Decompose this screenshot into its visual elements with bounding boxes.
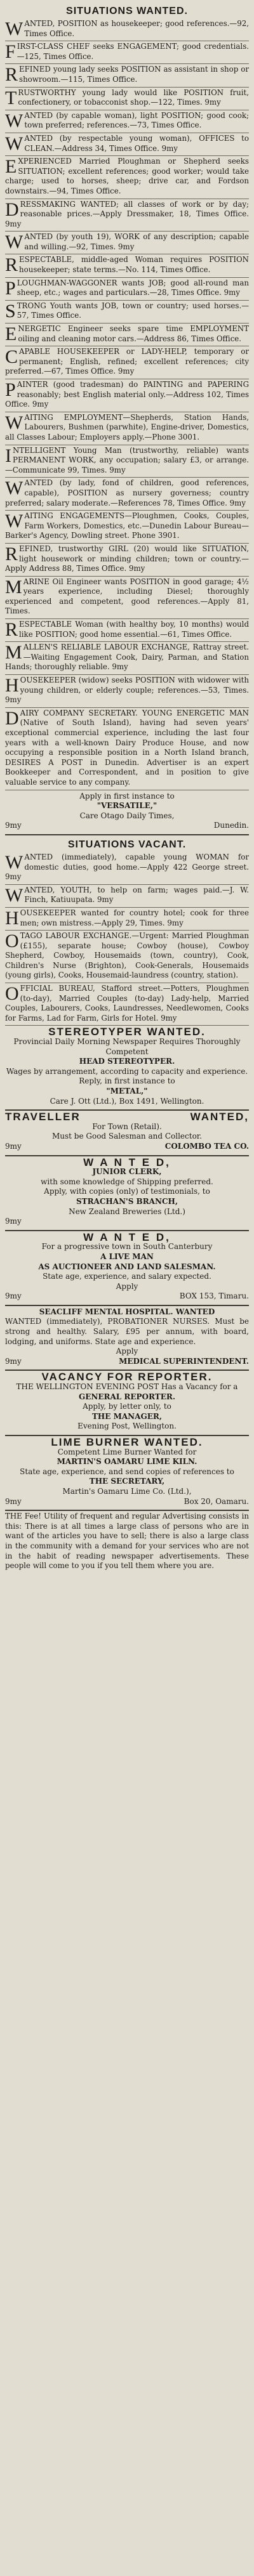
classified-ad [5, 133, 249, 156]
classified-ad [5, 324, 249, 346]
ad-text: IRST-CLASS CHEF seeks ENGAGEMENT; good credentials.—125, Times Office. [17, 42, 249, 61]
ad-date: 9my [5, 821, 22, 830]
ad-reporter [5, 1371, 249, 1436]
ad-text: ANTED (by lady, fond of children, good references, capable), POSITION as nursery governess; country preferred; salary moderate.—References 78, Times Office. 9my [5, 478, 249, 507]
classified-ad [5, 478, 249, 511]
ad-text: RESSMAKING WANTED; all classes of work or by day; reasonable prices.—Apply Dressmaker, 18, Times Office. 9my [5, 199, 249, 228]
ad-line: STRACHAN'S BRANCH, [76, 1196, 178, 1206]
ad-line: Reply, in first instance to [79, 1076, 175, 1086]
drop-cap: W [5, 18, 23, 39]
ad-text: LOUGHMAN-WAGGONER wants JOB; good all-round man sheep, etc.; wages and particulars.—28, Times Office. 9my [17, 278, 249, 297]
ad-line: with some knowledge of Shipping preferred. [41, 1177, 213, 1186]
ad-text: XPERIENCED Married Ploughman or Shepherd seeks SITUATION; excellent references; good worker; would take charge; used to horses, sheep; drive car, and Fordson downstairs.—94, Times Office. [5, 157, 249, 195]
drop-cap: W [5, 511, 23, 532]
drop-cap: R [5, 64, 18, 86]
ad-text: NTELLIGENT Young Man (trustworthy, reliable) wants PERMANENT WORK, any occupation; salary £3, or arrange.—Communicate 99, Times. 9my [5, 445, 249, 474]
ad-line: BOX 153, Timaru. [179, 1291, 249, 1301]
ad-traveller [5, 1111, 249, 1156]
ad-date: 9my [5, 1141, 22, 1151]
ad-lime-burner [5, 1436, 249, 1511]
ad-line: THE WELLINGTON EVENING POST Has a Vacancy for a [16, 1382, 238, 1392]
ad-line: MEDICAL SUPERINTENDENT. [119, 1356, 249, 1366]
classified-ad [5, 301, 249, 324]
ad-text: ESPECTABLE Woman (with healthy boy, 10 months) would like POSITION; good home essential.—61, Times Office. [19, 620, 249, 639]
ad-heading: W A N T E D, [83, 1231, 171, 1243]
ad-salesman [5, 1231, 249, 1306]
drop-cap: H [5, 675, 19, 696]
classified-ad [5, 346, 249, 379]
ad-line: Box 20, Oamaru. [184, 1496, 249, 1506]
ad-line: Must be Good Salesman and Collector. [51, 1132, 203, 1141]
ad-versatile [5, 790, 249, 835]
ad-line: Competent Lime Burner Wanted for [57, 1447, 197, 1456]
classified-ad [5, 88, 249, 110]
ad-heading: W A N T E D, [83, 1156, 171, 1168]
drop-cap: W [5, 884, 23, 906]
classified-ad [5, 577, 249, 619]
classified-ad [5, 983, 249, 1026]
ad-text: AITING EMPLOYMENT—Shepherds, Station Hands, Labourers, Bushmen (parwhite), Engine-driver, Domestics, all Classes Labour; Employers apply.—Phone 3001. [5, 412, 249, 441]
ad-body: WANTED (immediately), PROBATIONER NURSES. Must be strong and healthy. Salary, £95 per annum, with board, lodging, and uniforms. State age and experience. [5, 1317, 249, 1346]
ad-junior-clerk [5, 1156, 249, 1231]
ad-date: 9my [5, 1217, 22, 1226]
ad-text: OUSEKEEPER wanted for country hotel; cook for three men; own mistress.—Apply 29, Times. 9my [20, 908, 249, 927]
drop-cap: D [5, 707, 19, 729]
classified-ad [5, 885, 249, 908]
ad-line: Apply, by letter only, to [83, 1402, 171, 1411]
ad-line: COLOMBO TEA CO. [164, 1141, 249, 1151]
drop-cap: W [5, 110, 23, 131]
drop-cap: I [5, 445, 11, 466]
ad-date: 9my [5, 1356, 22, 1366]
ad-line: A LIVE MAN [100, 1252, 154, 1261]
ad-line: AS AUCTIONEER AND LAND SALESMAN. [38, 1262, 216, 1271]
ad-heading: WANTED, [190, 1111, 249, 1123]
ad-line: For a progressive town in South Canterbury [41, 1242, 213, 1252]
classified-ad [5, 619, 249, 642]
ad-heading: VACANCY FOR REPORTER. [41, 1371, 213, 1383]
classified-ad [5, 445, 249, 478]
ad-line: MARTIN'S OAMARU LIME KILN. [57, 1457, 197, 1467]
drop-cap: D [5, 199, 19, 220]
ad-text: ARINE Oil Engineer wants POSITION in good garage; 4½ years experience, including Diesel; thoroughly experienced and competent, good references.—Apply 81, Times. [5, 577, 249, 616]
drop-cap: E [5, 156, 17, 178]
drop-cap: P [5, 379, 16, 400]
ad-line: For Town (Retail). [92, 1121, 162, 1131]
ad-text: TRONG Youth wants JOB, town or country; used horses.—57, Times Office. [17, 301, 249, 320]
ad-line: Provincial Daily Morning Newspaper Requires Thoroughly Competent [13, 1037, 241, 1056]
classified-ad [5, 642, 249, 675]
drop-cap: R [5, 254, 18, 276]
ad-line: GENERAL REPORTER. [79, 1392, 175, 1401]
classified-ad [5, 931, 249, 983]
ad-text: APABLE HOUSEKEEPER or LADY-HELP, temporary or permanent; English, refined; excellent references; city preferred.—67, Times Office. 9my [5, 347, 249, 376]
drop-cap: W [5, 478, 23, 499]
classified-ad [5, 379, 249, 412]
ad-line: Apply in first instance to [79, 791, 175, 801]
ad-text: EFINED young lady seeks POSITION as assistant in shop or showroom.—115, Times Office. [19, 65, 249, 84]
drop-cap: T [5, 87, 17, 108]
classified-ad [5, 41, 249, 64]
ad-text: ANTED (immediately), capable young WOMAN for domestic duties, good home.—Apply 422 George street. 9my [5, 852, 249, 882]
ad-line: Wages by arrangement, according to capacity and experience. [6, 1066, 248, 1076]
drop-cap: W [5, 232, 23, 253]
classified-ad [5, 18, 249, 41]
ad-line: Apply [116, 1347, 138, 1356]
classified-ad [5, 511, 249, 544]
drop-cap: O [5, 983, 19, 1005]
ad-line: Apply [116, 1281, 138, 1291]
ad-line: "VERSATILE," [97, 801, 157, 811]
drop-cap: O [5, 931, 19, 952]
ad-line: Martin's Oamaru Lime Co. (Ltd.), [62, 1486, 192, 1496]
drop-cap: F [5, 41, 16, 63]
ad-line: JUNIOR CLERK, [92, 1167, 162, 1177]
ad-text: FFICIAL BUREAU, Stafford street.—Potters, Ploughmen (to-day), Married Couples (to-day) Lady-help, Married Couples, Labourers, Cooks, Laundresses, Needlewomen, Cooks for Farms, Lad for Farm, Girls for Hotel. 9my [5, 984, 249, 1023]
section-title-wanted: SITUATIONS WANTED. [66, 6, 188, 16]
footer-notice [5, 1511, 249, 1573]
ad-line: State age, experience, and salary expected. [43, 1272, 211, 1281]
footer-text: THE Fee! Utility of frequent and regular Advertising consists in this: There is at all times a large class of persons who are in want of the articles you have to sell; there is also a large class in the community with a demand for your services who are not in the habit of reading newspaper advertisements. These people will come to you if you tell them where you are. [5, 1512, 249, 1571]
ad-text: ANTED (by capable woman), light POSITION; good cook; town preferred; references.—73, Times Office. [24, 110, 249, 130]
drop-cap: W [5, 133, 23, 154]
drop-cap: E [5, 324, 17, 345]
vacant-ads-list [5, 852, 249, 1026]
classified-ad [5, 708, 249, 790]
ad-heading: STEREOTYPER WANTED. [48, 1026, 206, 1038]
ad-text: ANTED (by respectable young woman), OFFICES to CLEAN.—Address 34, Times Office. 9my [24, 133, 249, 153]
drop-cap: M [5, 576, 22, 598]
ad-text: ESPECTABLE, middle-aged Woman requires POSITION housekeeper; state terms.—No. 114, Times Office. [19, 255, 249, 275]
ad-seacliff [5, 1306, 249, 1371]
ad-text: ANTED (by youth 19), WORK of any description; capable and willing.—92, Times. 9my [24, 232, 249, 251]
ad-line: New Zealand Breweries (Ltd.) [69, 1206, 185, 1216]
ad-text: AINTER (good tradesman) do PAINTING and PAPERING reasonably; best English material only.—Address 102, Times Office. 9my [5, 380, 249, 409]
classified-ad [5, 232, 249, 254]
ad-text: RUSTWORTHY young lady would like POSITION fruit, confectionery, or tobacconist shop.—122, Times. 9my [18, 88, 249, 107]
classified-ad [5, 156, 249, 199]
ad-line: Care J. Ott (Ltd.), Box 1491, Wellington. [50, 1096, 204, 1106]
ad-line: Apply, with copies (only) of testimonials, to [44, 1187, 210, 1196]
ad-date: 9my [5, 1496, 22, 1506]
ad-text: AIRY COMPANY SECRETARY. YOUNG ENERGETIC MAN (Native of South Island), having had seven years' exceptional commercial experience, including the last four years with a well-known Dairy Produce House, and now occupying a responsible position in a North Island branch, DESIRES A POST in Dunedin. Advertiser is an expert Bookkeeper and Correspondent, and in position to give valuable service to any company. [5, 708, 249, 787]
ad-text: NERGETIC Engineer seeks spare time EMPLOYMENT oiling and cleaning motor cars.—Address 86, Times Office. [18, 324, 249, 343]
ad-line: THE MANAGER, [91, 1411, 162, 1421]
ad-place: Dunedin. [213, 821, 249, 830]
ad-text: ANTED, POSITION as housekeeper; good references.—92, Times Office. [24, 19, 249, 38]
drop-cap: M [5, 642, 22, 664]
ad-heading: SEACLIFF MENTAL HOSPITAL. WANTED [39, 1307, 215, 1316]
ad-text: ALLEN'S RELIABLE LABOUR EXCHANGE, Rattray street.—Waiting Engagement Cook, Dairy, Parman, and Station Hands; thoroughly reliable. 9my [5, 643, 249, 672]
ad-stereotyper [5, 1026, 249, 1111]
classified-ad [5, 675, 249, 708]
drop-cap: H [5, 907, 19, 929]
drop-cap: C [5, 346, 18, 368]
classified-ad [5, 412, 249, 445]
ad-line: HEAD STEREOTYPER. [79, 1057, 175, 1066]
ad-text: ANTED, YOUTH, to help on farm; wages paid.—J. W. Finch, Katiuupata. 9my [24, 885, 249, 905]
classified-ad [5, 852, 249, 885]
drop-cap: W [5, 412, 23, 433]
ad-text: AITING ENGAGEMENTS—Ploughmen, Cooks, Couples, Farm Workers, Domestics, etc.—Dunedin Labour Bureau—Barker's Agency, Dowling street. Phone 3901. [5, 511, 249, 540]
drop-cap: P [5, 277, 16, 299]
classified-ad [5, 544, 249, 577]
ad-line: THE SECRETARY, [89, 1477, 165, 1486]
ad-text: TAGO LABOUR EXCHANGE.—Urgent: Married Ploughman (£155), separate house; Cowboy (house), Cowboy Shepherd, Cowboy, Housemaids (town, country), Cook, Children's Nurse (Brighton), Cook-Generals, Housemaids (young girls), Cooks, Housemaid-laundress (country, station). [5, 931, 249, 980]
ad-text: EFINED, trustworthy GIRL (20) would like SITUATION, light housework or minding children; town or country.—Apply Address 88, Times Office. 9my [5, 544, 249, 573]
classified-ad [5, 908, 249, 931]
ad-text: OUSEKEEPER (widow) seeks POSITION with widower with young children, or elderly couple; references.—53, Times. 9my [5, 676, 249, 705]
classified-ad [5, 110, 249, 133]
ad-date: 9my [5, 1291, 22, 1301]
ad-heading: TRAVELLER [5, 1111, 81, 1123]
drop-cap: R [5, 619, 18, 641]
ad-line: Care Otago Daily Times, [79, 811, 175, 820]
drop-cap: R [5, 543, 18, 565]
section-title-vacant: SITUATIONS VACANT. [67, 839, 187, 850]
wanted-ads-list [5, 18, 249, 790]
drop-cap: W [5, 851, 23, 873]
drop-cap: S [5, 300, 16, 322]
ad-line: Evening Post, Wellington. [77, 1422, 177, 1431]
classified-ad [5, 64, 249, 87]
classified-ad [5, 278, 249, 301]
ad-heading: LIME BURNER WANTED. [51, 1436, 203, 1448]
classified-ad [5, 254, 249, 277]
ad-line: "METAL," [106, 1087, 148, 1095]
classified-ad [5, 199, 249, 232]
ad-line: State age, experience, and send copies of references to [20, 1467, 234, 1476]
